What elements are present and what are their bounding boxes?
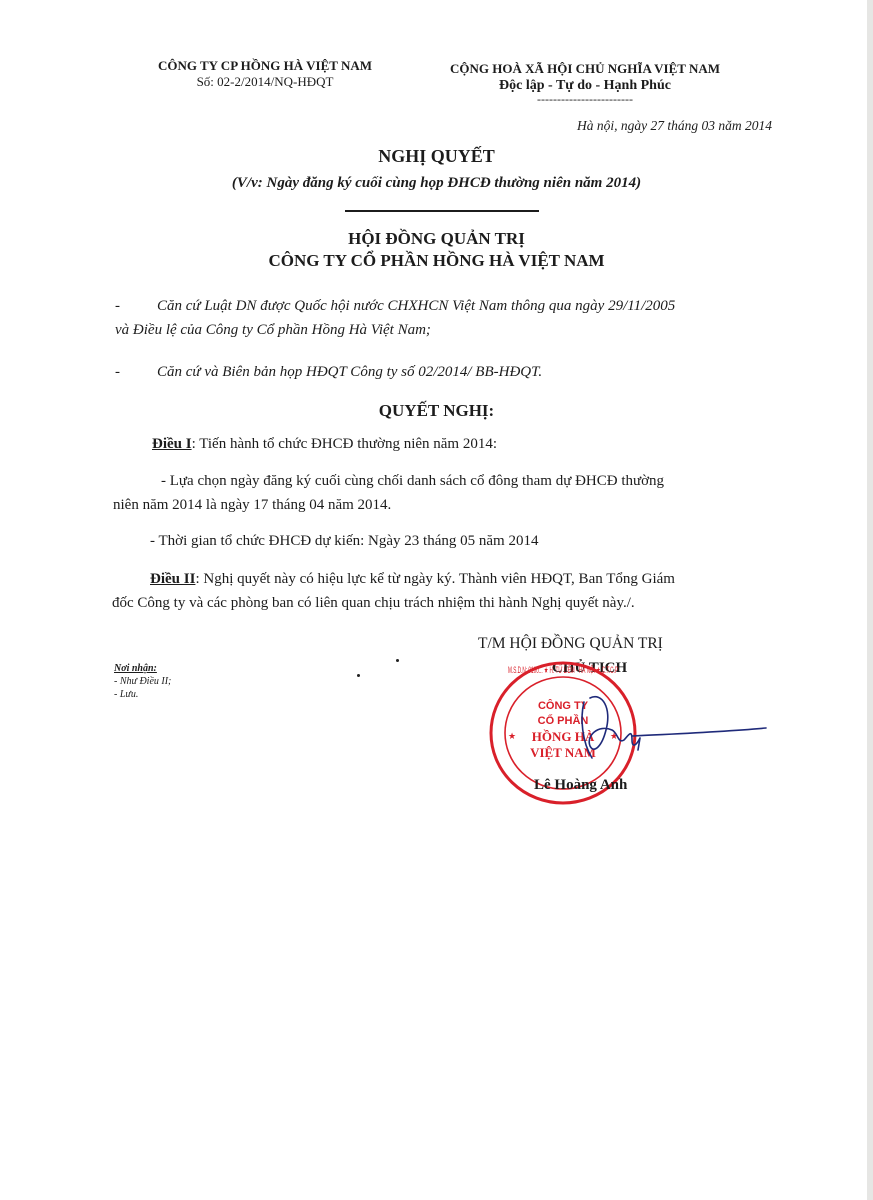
seal-line-3: HỒNG HÀ (531, 729, 595, 744)
signatory-name: Lê Hoàng Anh (534, 777, 628, 793)
article-1-text: : Tiến hành tổ chức ĐHCĐ thường niên năm 2014: (191, 436, 498, 452)
article-1-item-1 (113, 469, 766, 517)
article-1 (152, 432, 497, 456)
signatory-title: CHỦ TỊCH (552, 660, 628, 676)
seal-ring-text: M.S.D.N: 0100... ★ H. TỪ LIÊM - HÀ NỘI ★ C.T.C.P (508, 665, 618, 675)
seal-line-2: CỔ PHẦN (537, 715, 589, 727)
document-subtitle: (V/v: Ngày đăng ký cuối cùng họp ĐHCĐ thường niên năm 2014) (231, 175, 642, 191)
svg-text:★: ★ (508, 731, 517, 741)
legal-basis-2 (115, 360, 777, 384)
title-divider (345, 210, 539, 212)
legal-basis-1-line2: và Điều lệ của Công ty Cổ phần Hồng Hà Việt Nam; (115, 322, 431, 338)
national-motto: Độc lập - Tự do - Hạnh Phúc (499, 78, 671, 93)
handwritten-signature (572, 688, 768, 778)
legal-basis-1-line1: Căn cứ Luật DN được Quốc hội nước CHXHCN Việt Nam thông qua ngày 29/11/2005 (157, 298, 676, 314)
issue-date: Hà nội, ngày 27 tháng 03 năm 2014 (577, 118, 772, 133)
article-1-item-1-line2: niên năm 2014 là ngày 17 tháng 04 năm 2014. (113, 497, 392, 513)
issuing-body (0, 228, 873, 272)
seal-line-4: VIỆT NAM (530, 745, 596, 760)
document-number: Số: 02-2/2014/NQ-HĐQT (196, 74, 334, 89)
motto-underline: ------------------------ (537, 92, 633, 106)
speck-mark (357, 674, 360, 677)
board-name: HỘI ĐỒNG QUẢN TRỊ (348, 229, 525, 248)
article-2 (112, 567, 767, 615)
resolve-heading: QUYẾT NGHỊ: (378, 401, 495, 420)
svg-text:★: ★ (610, 731, 619, 741)
company-name: CÔNG TY CP HỒNG HÀ VIỆT NAM (157, 58, 373, 73)
article-2-line1: : Nghị quyết này có hiệu lực kể từ ngày ký. Thành viên HĐQT, Ban Tổng Giám (195, 571, 675, 587)
recipients-label: Nơi nhận: (114, 663, 157, 674)
company-header (140, 58, 390, 90)
signatory-role: T/M HỘI ĐỒNG QUẢN TRỊ (478, 635, 663, 652)
bullet-dash: - (115, 298, 120, 314)
country-name: CỘNG HOÀ XÃ HỘI CHỦ NGHĨA VIỆT NAM (449, 61, 721, 76)
article-2-line2: đốc Công ty và các phòng ban có liên quan chịu trách nhiệm thi hành Nghị quyết này./. (112, 595, 635, 611)
recipients-block (114, 662, 171, 701)
legal-basis-1 (115, 294, 777, 342)
article-1-label: Điều I (152, 436, 192, 452)
bullet-dash: - (115, 364, 120, 380)
article-1-item-1-line1: - Lựa chọn ngày đăng ký cuối cùng chối danh sách cổ đông tham dự ĐHCĐ thường (161, 473, 665, 489)
seal-line-1: CÔNG TY (537, 700, 589, 712)
speck-mark (396, 659, 399, 662)
recipient-item: - Lưu. (114, 689, 139, 700)
company-full-name: CÔNG TY CỔ PHẦN HỒNG HÀ VIỆT NAM (268, 251, 605, 270)
legal-basis-2-line1: Căn cứ và Biên bản họp HĐQT Công ty số 02/2014/ BB-HĐQT. (157, 364, 543, 380)
article-2-label: Điều II (150, 571, 196, 587)
document-title: NGHỊ QUYẾT (378, 146, 495, 166)
recipient-item: - Như Điều II; (114, 676, 172, 687)
national-header (425, 60, 745, 104)
article-1-item-2: - Thời gian tổ chức ĐHCĐ dự kiến: Ngày 23 tháng 05 năm 2014 (150, 533, 539, 549)
